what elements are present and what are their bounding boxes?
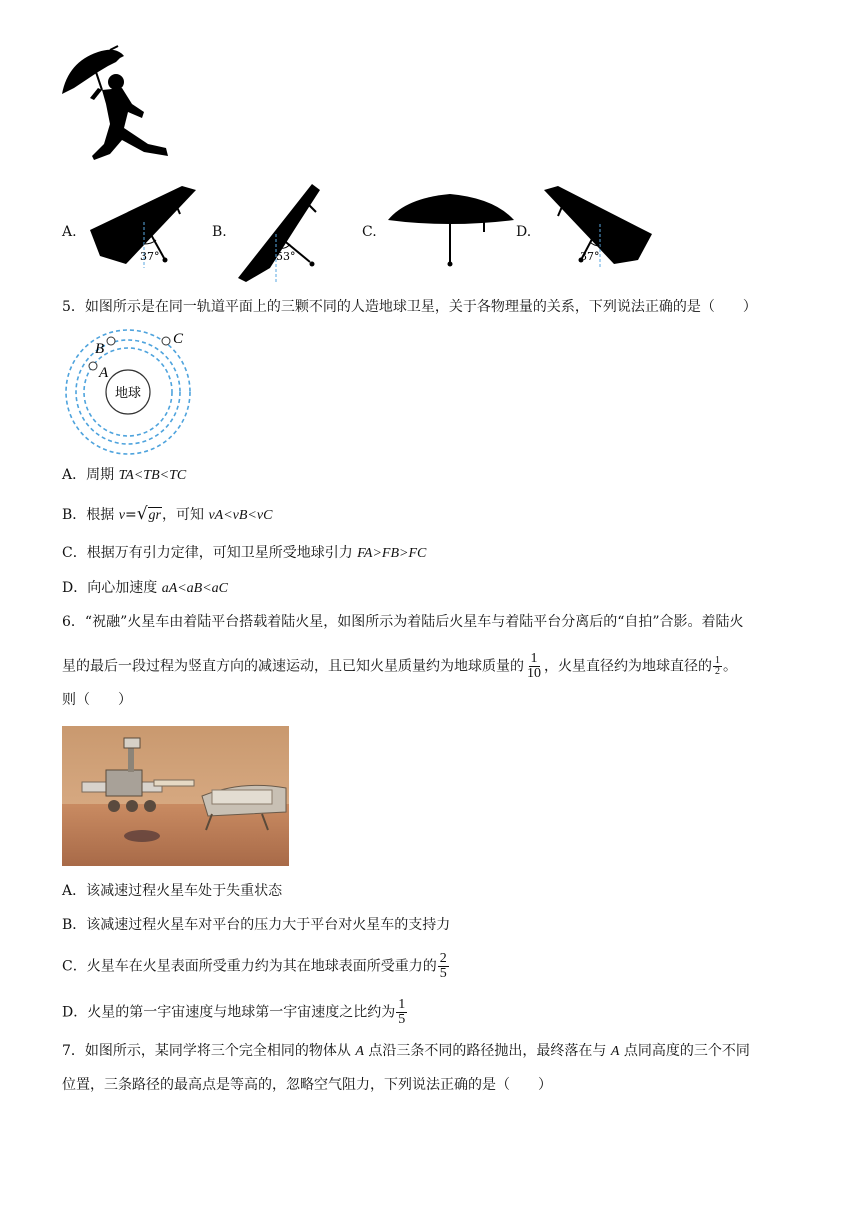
question-7-line-1: 7．如图所示，某同学将三个完全相同的物体从 A 点沿三条不同的路径抛出，最终落在与 A 点同高度的三个不同	[62, 1043, 750, 1059]
umbrella-man-figure	[58, 44, 173, 169]
option-label-d: D.	[516, 224, 532, 240]
question-6-option-a: A．该减速过程火星车处于失重状态	[62, 883, 283, 899]
option-label-c: C.	[362, 224, 377, 240]
satellite-orbit-figure	[62, 326, 194, 458]
umbrella-diagram-a	[86, 184, 201, 268]
umbrella-diagram-b	[236, 182, 326, 282]
question-6-option-c: C．火星车在火星表面所受重力约为其在地球表面所受重力的 $\frac{2}{5}$	[62, 951, 447, 981]
question-5-option-d: D．向心加速度 aA<aB<aC	[62, 580, 229, 596]
angle-label-b: 53°	[276, 250, 296, 263]
satellite-label-a: A	[99, 365, 109, 381]
question-6-option-b: B．该减速过程火星车对平台的压力大于平台对火星车的支持力	[62, 917, 451, 933]
angle-label-d: 37°	[580, 250, 600, 263]
angle-label-a: 37°	[140, 250, 160, 263]
satellite-label-b: B	[95, 341, 105, 357]
question-6-option-d: D．火星的第一宇宙速度与地球第一宇宙速度之比约为 $\frac{1}{5}$	[62, 997, 406, 1027]
sqrt-symbol: √	[136, 504, 148, 524]
question-6-line-2: 星的最后一段过程为竖直方向的减速运动，且已知火星质量约为地球质量的 $\frac{1}{10}$ ，火星直径约为地球直径的 $\frac{1}{2}$ 。	[62, 651, 737, 681]
option-label-b: B.	[212, 224, 227, 240]
earth-label: 地球	[114, 386, 142, 401]
question-6-line-1: 6．“祝融”火星车由着陆平台搭载着陆火星，如图所示为着陆后火星车与着陆平台分离后的“自拍”合影。着陆火	[62, 614, 744, 630]
question-5-option-b: B．根据 v=√gr，可知 vA<vB<vC	[62, 504, 273, 524]
question-5-option-a: A．周期 TA<TB<TC	[62, 467, 187, 483]
mars-rover-photo	[62, 726, 289, 866]
question-7-line-2: 位置，三条路径的最高点是等高的，忽略空气阻力，下列说法正确的是（ ）	[62, 1077, 552, 1093]
umbrella-diagram-c	[386, 192, 516, 272]
question-5-option-c: C．根据万有引力定律，可知卫星所受地球引力 FA>FB>FC	[62, 545, 427, 561]
option-label-a: A.	[62, 224, 77, 240]
question-5-stem: 5．如图所示是在同一轨道平面上的三颗不同的人造地球卫星，关于各物理量的关系，下列说法正确的是（ ）	[62, 299, 757, 315]
question-6-line-3: 则（ ）	[62, 692, 132, 708]
satellite-label-c: C	[173, 331, 184, 347]
umbrella-diagram-d	[542, 184, 657, 268]
